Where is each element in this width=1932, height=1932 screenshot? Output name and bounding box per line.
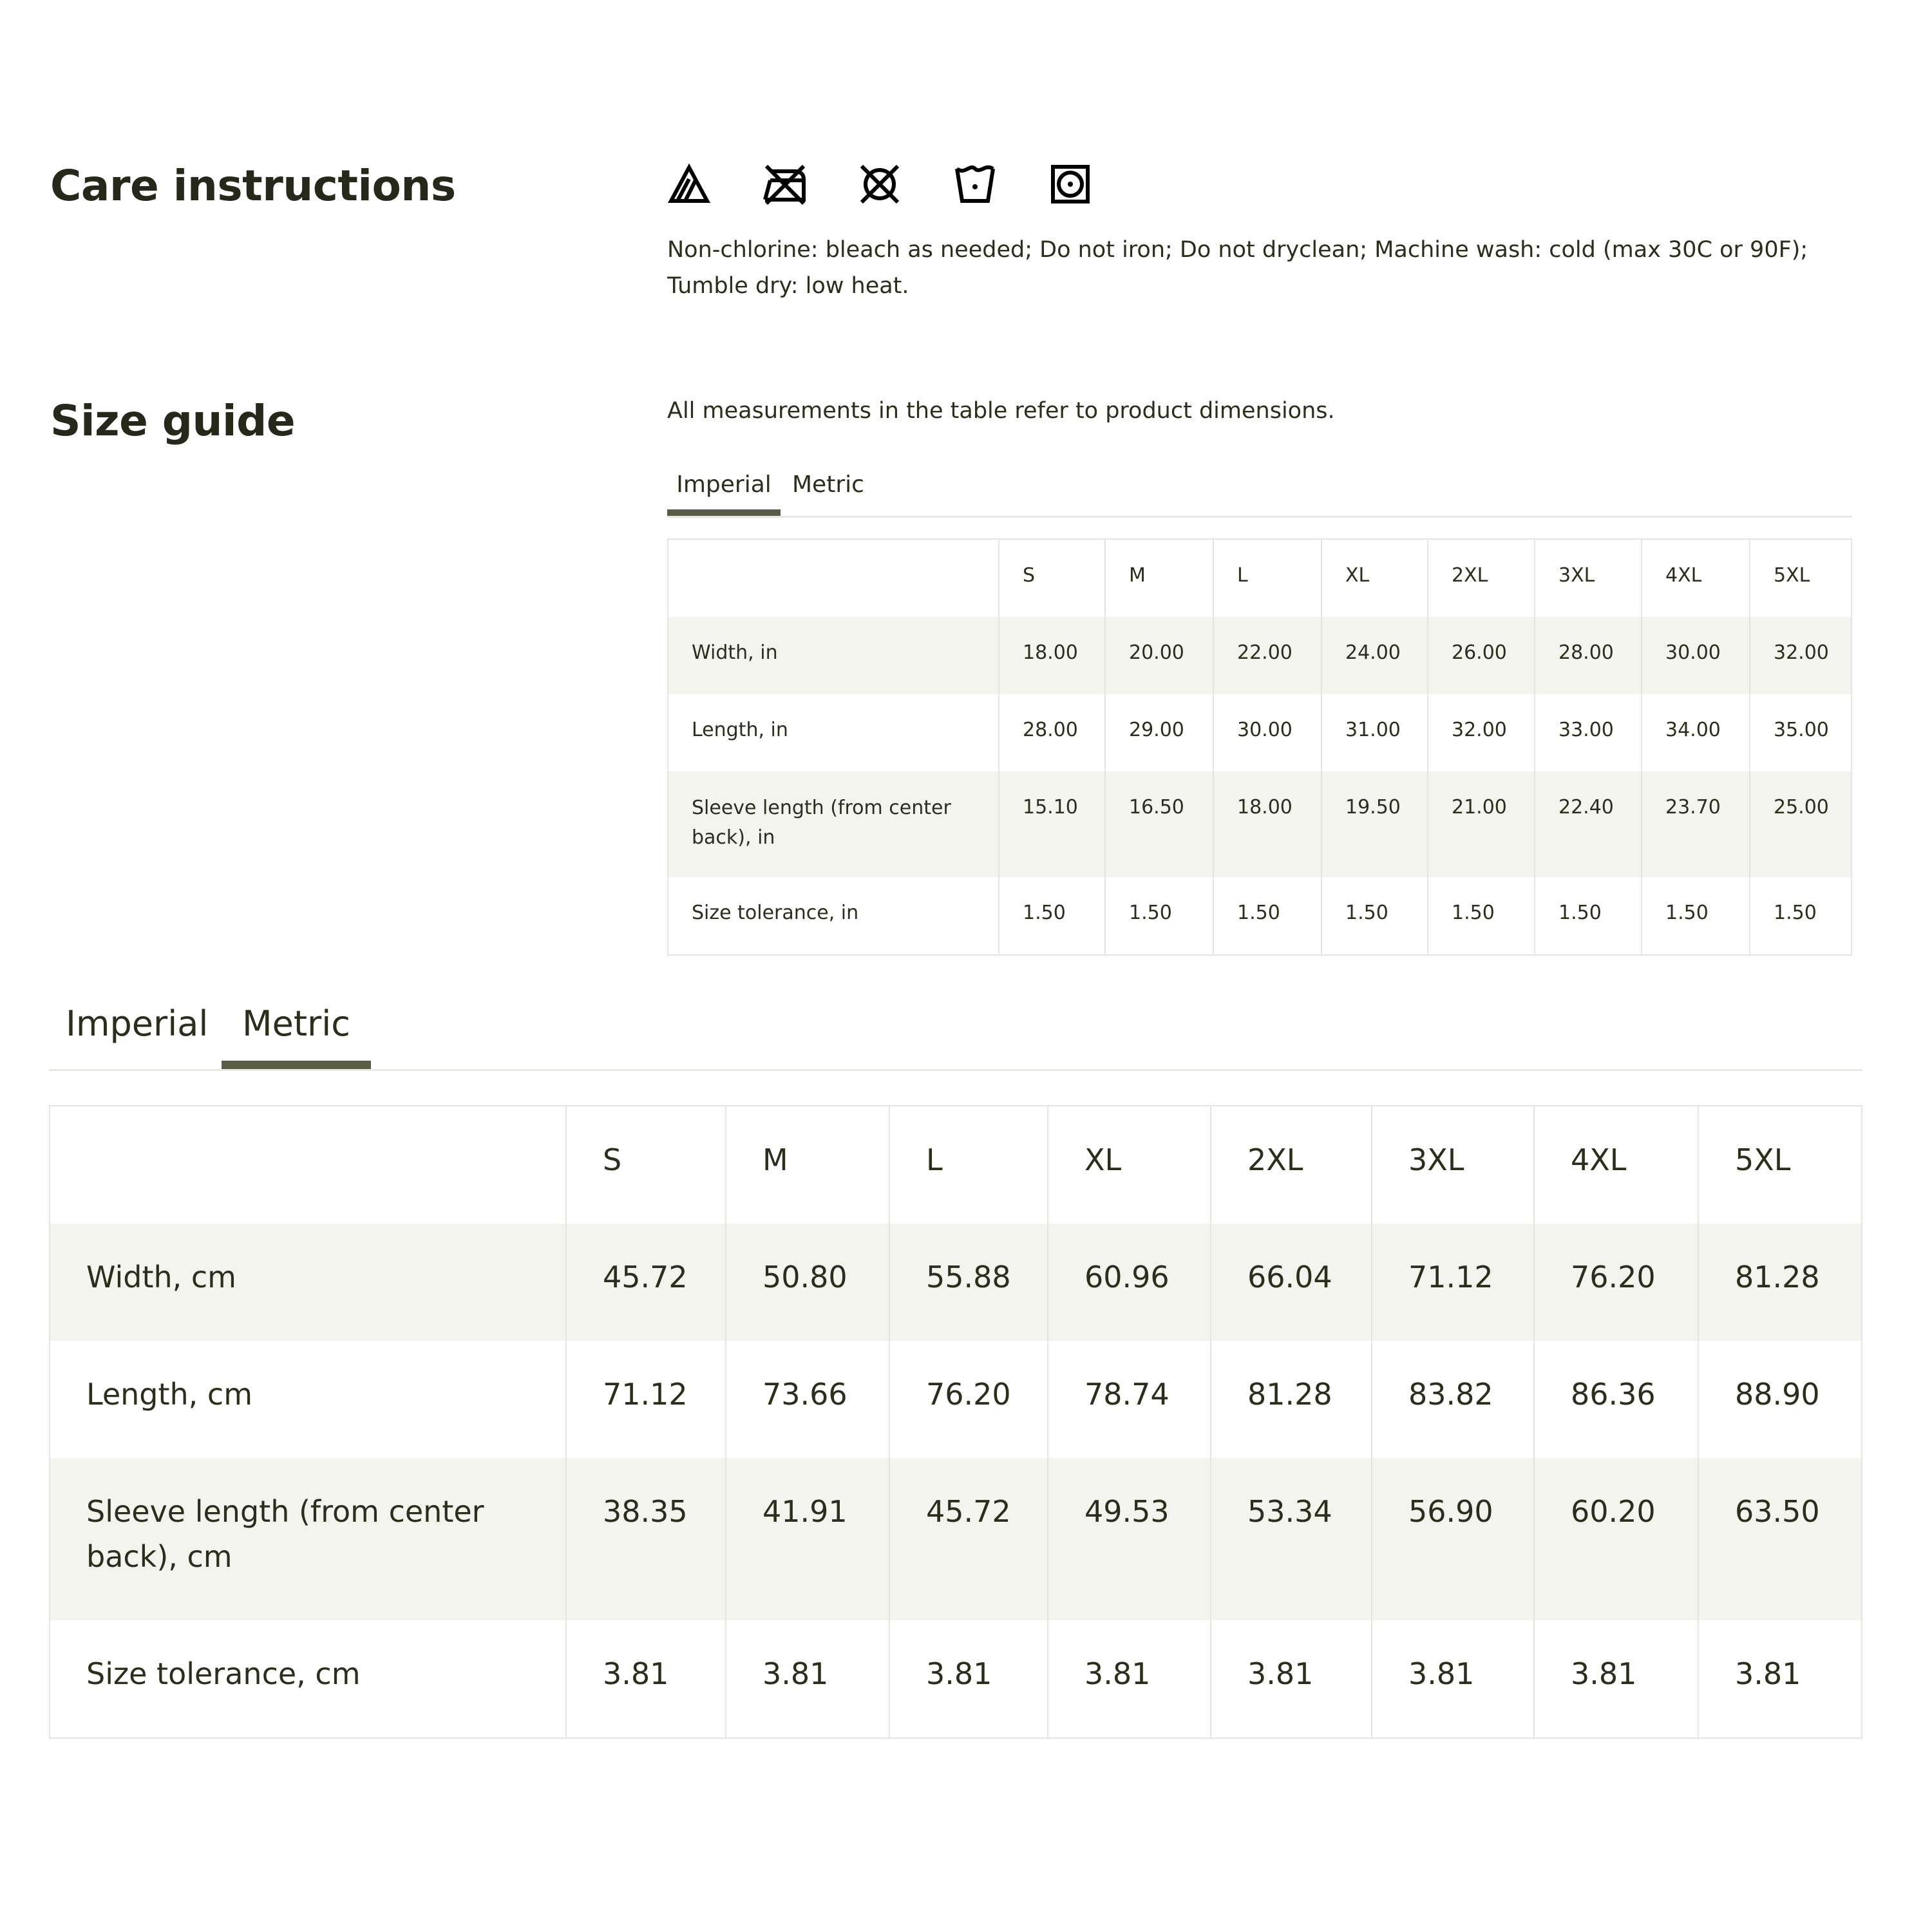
table-cell: 33.00	[1535, 694, 1642, 772]
table-cell: 28.00	[1535, 617, 1642, 694]
table-cell: 1.50	[1105, 877, 1213, 955]
table-cell: 32.00	[1750, 617, 1852, 694]
table-cell: 1.50	[1428, 877, 1535, 955]
table-cell: 76.20	[1534, 1224, 1698, 1341]
table-cell: 3.81	[726, 1620, 889, 1738]
table-cell: 23.70	[1642, 772, 1750, 877]
table-cell: 1.50	[1642, 877, 1750, 955]
size-header: 4XL	[1534, 1106, 1698, 1224]
do-not-iron-icon	[761, 161, 808, 207]
table-row	[668, 694, 1852, 772]
size-table-imperial	[667, 538, 1852, 956]
table-cell: 1.50	[1213, 877, 1321, 955]
size-header: L	[1213, 539, 1321, 617]
table-cell: 81.28	[1698, 1224, 1862, 1341]
size-header: S	[566, 1106, 726, 1224]
header-cell-empty	[668, 539, 999, 617]
tab-metric[interactable]: Metric	[222, 998, 371, 1069]
table-cell: 49.53	[1048, 1458, 1211, 1620]
size-header: 3XL	[1372, 1106, 1534, 1224]
table-cell: 1.50	[1321, 877, 1428, 955]
row-label: Width, cm	[50, 1224, 566, 1341]
unit-tabs-small	[667, 467, 1852, 518]
size-header: XL	[1048, 1106, 1211, 1224]
table-cell: 15.10	[999, 772, 1105, 877]
tab-imperial[interactable]: Imperial	[66, 1003, 209, 1044]
unit-tabs-large	[49, 998, 1862, 1071]
table-cell: 24.00	[1321, 617, 1428, 694]
table-cell: 19.50	[1321, 772, 1428, 877]
size-header: 5XL	[1774, 564, 1810, 587]
size-header: S	[999, 539, 1105, 617]
table-cell: 60.20	[1534, 1458, 1698, 1620]
size-header: 2XL	[1428, 539, 1535, 617]
table-row	[668, 617, 1852, 694]
table-row	[50, 1458, 1862, 1620]
care-instructions-title: Care instructions	[50, 161, 456, 211]
table-cell: 56.90	[1372, 1458, 1534, 1620]
table-cell: 86.36	[1534, 1341, 1698, 1458]
table-cell: 29.00	[1105, 694, 1213, 772]
size-header: M	[1105, 539, 1213, 617]
tab-metric[interactable]: Metric	[792, 471, 864, 498]
row-label: Width, in	[668, 617, 999, 694]
table-cell: 83.82	[1372, 1341, 1534, 1458]
table-cell: 34.00	[1642, 694, 1750, 772]
size-header: XL	[1321, 539, 1428, 617]
table-cell: 50.80	[726, 1224, 889, 1341]
header-cell-empty	[50, 1106, 566, 1224]
table-cell: 63.50	[1698, 1458, 1862, 1620]
row-label: Length, in	[668, 694, 999, 772]
size-header: 4XL	[1642, 539, 1750, 617]
table-cell: 1.50	[1774, 902, 1817, 924]
table-cell: 38.35	[566, 1458, 726, 1620]
row-label: Sleeve length (from center back), cm	[50, 1458, 566, 1620]
table-cell: 20.00	[1105, 617, 1213, 694]
table-cell: 21.00	[1428, 772, 1535, 877]
table-cell: 71.12	[1372, 1224, 1534, 1341]
table-cell: 25.00	[1750, 772, 1852, 877]
table-row	[50, 1341, 1862, 1458]
table-cell: 88.90	[1735, 1377, 1820, 1412]
size-guide-note: All measurements in the table refer to product dimensions.	[667, 398, 1335, 424]
size-guide-title: Size guide	[50, 396, 296, 446]
table-cell: 41.91	[726, 1458, 889, 1620]
table-cell: 53.34	[1211, 1458, 1372, 1620]
table-cell: 3.81	[1534, 1620, 1698, 1738]
non-chlorine-bleach-icon	[666, 161, 712, 207]
table-cell: 35.00	[1774, 719, 1829, 741]
table-cell: 3.81	[1735, 1656, 1801, 1691]
table-cell: 22.40	[1535, 772, 1642, 877]
table-cell: 71.12	[566, 1341, 726, 1458]
care-instructions-text: Non-chlorine: bleach as needed; Do not iron; Do not dryclean; Machine wash: cold (max 30C or 90F); Tumble dry: low heat.	[667, 237, 1808, 299]
table-cell: 60.96	[1048, 1224, 1211, 1341]
table-cell: 3.81	[889, 1620, 1048, 1738]
table-row	[668, 877, 1852, 955]
table-cell: 22.00	[1213, 617, 1321, 694]
size-header: M	[726, 1106, 889, 1224]
table-cell: 16.50	[1105, 772, 1213, 877]
row-label: Size tolerance, in	[668, 877, 999, 955]
size-header: 3XL	[1535, 539, 1642, 617]
size-header: L	[889, 1106, 1048, 1224]
table-cell: 55.88	[889, 1224, 1048, 1341]
size-table-metric	[49, 1105, 1862, 1739]
table-cell: 1.50	[999, 877, 1105, 955]
row-label: Sleeve length (from center back), in	[668, 772, 999, 877]
table-row	[50, 1620, 1862, 1738]
tumble-dry-low-icon	[1047, 161, 1094, 207]
table-header-row	[50, 1106, 1862, 1224]
table-cell: 28.00	[999, 694, 1105, 772]
table-cell: 26.00	[1428, 617, 1535, 694]
table-cell: 66.04	[1211, 1224, 1372, 1341]
do-not-dryclean-icon	[857, 161, 903, 207]
table-cell: 1.50	[1535, 877, 1642, 955]
table-row	[50, 1224, 1862, 1341]
table-cell: 3.81	[1211, 1620, 1372, 1738]
table-cell: 32.00	[1428, 694, 1535, 772]
table-cell: 73.66	[726, 1341, 889, 1458]
table-cell: 81.28	[1211, 1341, 1372, 1458]
table-cell: 31.00	[1321, 694, 1428, 772]
table-cell: 3.81	[566, 1620, 726, 1738]
row-label: Size tolerance, cm	[50, 1620, 566, 1738]
table-row	[668, 772, 1852, 877]
size-header: 2XL	[1211, 1106, 1372, 1224]
table-cell: 30.00	[1213, 694, 1321, 772]
row-label: Length, cm	[50, 1341, 566, 1458]
table-cell: 3.81	[1372, 1620, 1534, 1738]
table-cell: 76.20	[889, 1341, 1048, 1458]
size-header: 5XL	[1735, 1142, 1791, 1177]
table-cell: 3.81	[1048, 1620, 1211, 1738]
table-cell: 18.00	[1213, 772, 1321, 877]
machine-wash-cold-icon	[952, 161, 998, 207]
table-cell: 78.74	[1048, 1341, 1211, 1458]
table-cell: 18.00	[999, 617, 1105, 694]
table-header-row	[668, 539, 1852, 617]
table-cell: 45.72	[889, 1458, 1048, 1620]
table-cell: 45.72	[566, 1224, 726, 1341]
tab-imperial[interactable]: Imperial	[667, 467, 781, 516]
table-cell: 30.00	[1642, 617, 1750, 694]
